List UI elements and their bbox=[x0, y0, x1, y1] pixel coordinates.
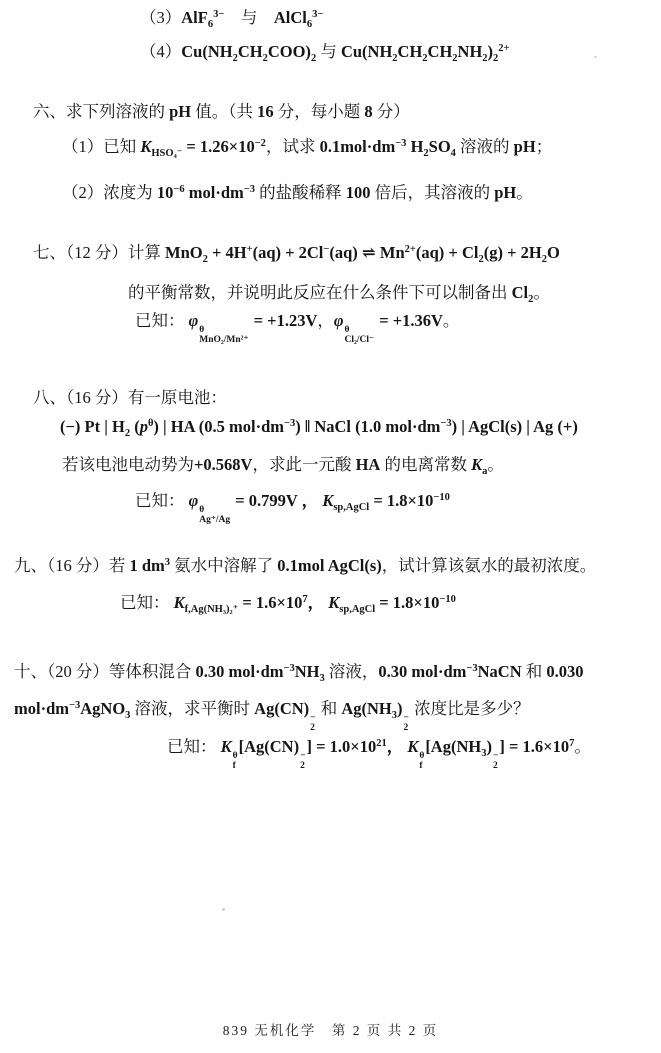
section-8-known-values: 已知： φ θ Ag⁺/Ag = 0.799V ， $K_{sp,AgCl} = 1.8\times 10^{-10}$ bbox=[135, 491, 450, 525]
section-8-question-line: 若该电池电动势为+0.568V，求此一元酸 HA 的电离常数 $K_a$。 bbox=[62, 455, 504, 477]
section-8-cell-notation: (−) Pt | $H_2$ $(p^\theta)$ | HA (0.5 $mol\cdot dm^{-3}$) ‖ NaCl (1.0 $mol\cdot dm^{-3}$) | AgCl(s) | Ag (+) bbox=[60, 417, 578, 439]
section-6-heading: 六、求下列溶液的 pH 值。（共 16 分，每小题 8 分） bbox=[33, 102, 410, 121]
section-7-question-line: 的平衡常数，并说明此反应在什么条件下可以制备出 $Cl_2$。 bbox=[128, 283, 550, 305]
q5-item-4-formula-pair: $(4)Cu(NH_2CH_2COO)_2$ 与 $Cu(NH_2CH_2CH_2NH_2)_2^{2+}$ bbox=[140, 42, 510, 64]
section-7-known-values: 已知： φ θ MnO₂/Mn²⁺ = +1.23V，φ θ Cl₂/Cl⁻ = +1.36V。 bbox=[135, 311, 460, 345]
scan-artifact bbox=[222, 908, 225, 911]
section-6-part-1: （1）已知 $K_{HSO_4^-} = 1.26\times 10^{-2}$，试求 $0.1mol\cdot dm^{-3}$ $H_2SO_4$ 溶液的 pH； bbox=[62, 137, 553, 159]
section-7-reaction-line: 七、（12 分）计算 MnO$_2$ + 4H+(aq) + 2Cl−(aq) ⇌ $Mn^{2+}(aq) + Cl_2(g) + 2H_2O$ bbox=[33, 243, 560, 265]
section-9-known-values: 已知： $K_{f,Ag(NH_3)_2^+} = 1.6\times 10^7$， $K_{sp,AgCl} = 1.8\times 10^{-10}$ bbox=[120, 593, 456, 615]
section-6-part-2: （2）浓度为 $10^{-6}$ $mol\cdot dm^{-3}$ 的盐酸稀释 100 倍后，其溶液的 pH。 bbox=[62, 183, 533, 202]
q5-item-3-formula-pair: （3）AlF$_6^{3-}$ 与 AlCl$_6^{3-}$ bbox=[140, 8, 324, 30]
section-10-known-values: 已知： K θ f [Ag(CN) − 2 ] = $1.0\times 10^{21}$， K θ f [$Ag(NH_3)$ − 2 ] = $1.6\times 10^7$。 bbox=[167, 737, 591, 771]
section-9-question-line: 九、（16 分）若 1 $dm^3$ 氨水中溶解了 0.1mol AgCl(s)，试计算该氨水的最初浓度。 bbox=[14, 556, 597, 575]
section-10-line-1: 十、（20 分）等体积混合 0.30 $mol\cdot dm^{-3}NH_3$ 溶液，0.30 $mol\cdot dm^{-3}NaCN$ 和 0.030 bbox=[14, 662, 584, 684]
section-10-line-2: $mol\cdot dm^{-3}AgNO_3$ 溶液，求平衡时 Ag(CN) − 2 和 $Ag(NH_3)$ − 2 浓度比是多少？ bbox=[14, 699, 530, 733]
scan-artifact bbox=[594, 56, 597, 58]
page-footer: 839 无机化学 第 2 页 共 2 页 bbox=[222, 1023, 439, 1038]
section-8-heading: 八、（16 分）有一原电池： bbox=[33, 388, 227, 407]
